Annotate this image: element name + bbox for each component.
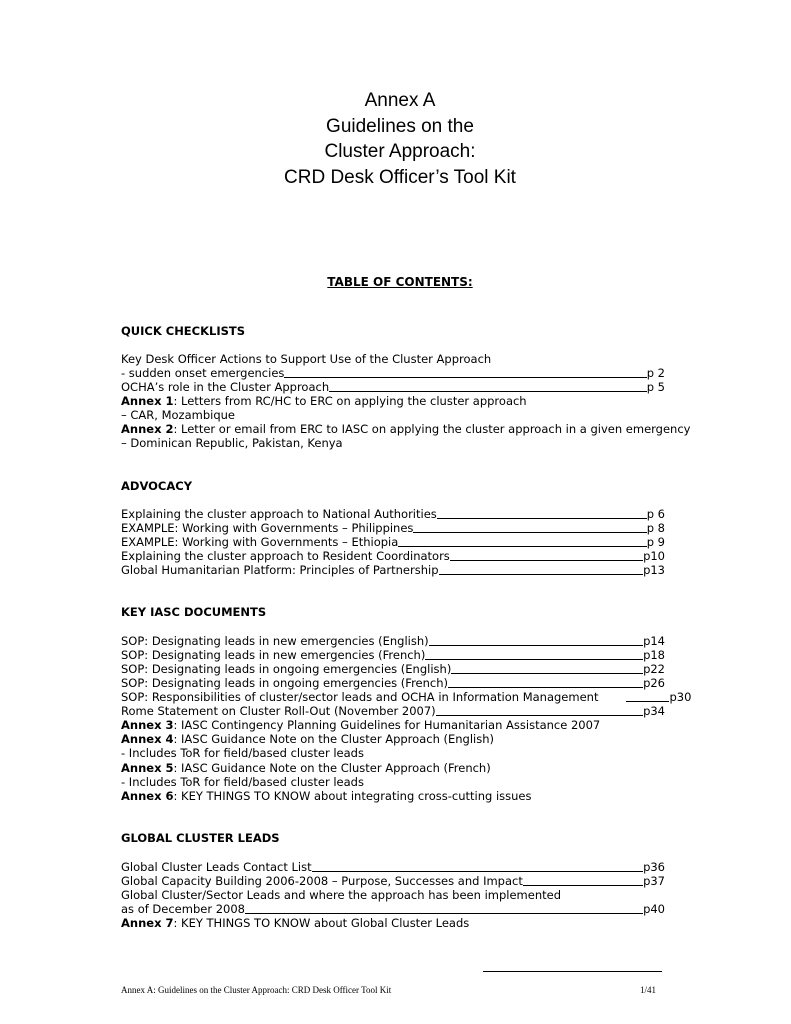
toc-entry-label: OCHA’s role in the Cluster Approach [121, 380, 330, 394]
toc-entry-page: p 6 [646, 507, 665, 521]
toc-entry-label: Rome Statement on Cluster Roll-Out (November 2007) [121, 704, 436, 718]
toc-text: Global Cluster/Sector Leads and where the approach has been implemented [121, 888, 561, 902]
leader-line [245, 912, 643, 914]
leader-line [429, 644, 643, 646]
annex-subtext: – Dominican Republic, Pakistan, Kenya [121, 436, 343, 450]
toc-entry-label: EXAMPLE: Working with Governments – Philippines [121, 521, 414, 535]
toc-entry[interactable] [121, 549, 665, 563]
leader-line [413, 531, 646, 533]
toc-entry-label: SOP: Designating leads in new emergencies (French) [121, 648, 426, 662]
leader-line [436, 714, 643, 716]
toc-entry-page: p30 [669, 690, 692, 704]
annex-entry[interactable] [121, 761, 665, 775]
annex-text: : IASC Guidance Note on the Cluster Approach (English) [173, 732, 495, 746]
annex-tag: Annex 5 [121, 761, 174, 775]
annex-tag: Annex 2 [121, 422, 174, 436]
toc-entry[interactable] [121, 366, 665, 380]
title-line-4: CRD Desk Officer’s Tool Kit [284, 166, 516, 188]
annex-text: : KEY THINGS TO KNOW about integrating cross-cutting issues [173, 789, 532, 803]
toc-entry[interactable] [121, 704, 665, 718]
toc-entry-page: p37 [643, 874, 665, 888]
toc-entry[interactable] [121, 634, 665, 648]
annex-text: : Letters from RC/HC to ERC on applying the cluster approach [173, 394, 527, 408]
toc-entry-page: p10 [643, 549, 665, 563]
annex-entry[interactable] [121, 422, 691, 436]
toc-entry-page: p40 [643, 902, 665, 916]
annex-tag: Annex 7 [121, 916, 174, 930]
toc-entry-page: p36 [643, 860, 665, 874]
annex-subtext: - Includes ToR for field/based cluster leads [121, 775, 364, 789]
toc-entry[interactable] [121, 521, 665, 535]
leader-line [329, 390, 647, 392]
toc-entry[interactable] [121, 874, 665, 888]
leader-line [398, 545, 646, 547]
toc-entry-label: Global Capacity Building 2006-2008 – Purpose, Successes and Impact [121, 874, 523, 888]
leader-line [284, 376, 646, 378]
document-title [0, 88, 791, 190]
toc-entry-page: p26 [643, 676, 665, 690]
leader-line [425, 658, 643, 660]
page-footer [121, 985, 656, 995]
toc-entry[interactable] [121, 662, 665, 676]
toc-entry-page: p22 [643, 662, 665, 676]
toc-entry-label: SOP: Designating leads in ongoing emergencies (French) [121, 676, 449, 690]
toc-entry-label: Explaining the cluster approach to National Authorities [121, 507, 437, 521]
toc-entry-page: p 2 [646, 366, 665, 380]
toc-entry[interactable] [121, 535, 665, 549]
page-number: 1/41 [639, 985, 656, 995]
footer-rule [483, 971, 662, 972]
toc-entry[interactable] [121, 563, 665, 577]
leader-line [312, 870, 643, 872]
toc-entry-page: p 8 [646, 521, 665, 535]
toc-entry[interactable] [121, 690, 692, 704]
toc-entry-page: p 5 [646, 380, 665, 394]
leader-line [450, 559, 643, 561]
toc-entry-page: p14 [643, 634, 665, 648]
toc-entry[interactable] [121, 860, 665, 874]
annex-subtext: - Includes ToR for field/based cluster leads [121, 746, 364, 760]
annex-tag: Annex 3 [121, 718, 174, 732]
toc-entry-label: - sudden onset emergencies [121, 366, 285, 380]
title-line-3: Cluster Approach: [324, 141, 476, 162]
toc-entry-page: p18 [643, 648, 665, 662]
annex-entry[interactable] [121, 732, 665, 746]
annex-entry[interactable] [121, 789, 665, 803]
toc-entry-label: SOP: Designating leads in new emergencies (English) [121, 634, 429, 648]
annex-tag: Annex 1 [121, 394, 174, 408]
toc-entry-label: Explaining the cluster approach to Resident Coordinators [121, 549, 450, 563]
leader-line [523, 884, 643, 886]
toc-entry[interactable] [121, 380, 665, 394]
leader-line [448, 686, 643, 688]
toc-entry[interactable] [121, 507, 665, 521]
toc-entry-label: EXAMPLE: Working with Governments – Ethiopia [121, 535, 399, 549]
annex-entry[interactable] [121, 394, 665, 408]
toc-entry-page: p34 [643, 704, 665, 718]
toc-entry[interactable] [121, 676, 665, 690]
toc-entry[interactable] [121, 902, 665, 916]
section-heading-key-iasc-documents: KEY IASC DOCUMENTS [121, 605, 267, 619]
annex-entry[interactable] [121, 916, 665, 930]
toc-entry-page: p13 [643, 563, 665, 577]
annex-text: : KEY THINGS TO KNOW about Global Cluster Leads [173, 916, 470, 930]
section-heading-global-cluster-leads: GLOBAL CLUSTER LEADS [121, 831, 280, 845]
leader-line [626, 700, 669, 702]
toc-entry-label: Global Cluster Leads Contact List [121, 860, 312, 874]
leader-line [437, 517, 647, 519]
annex-entry[interactable] [121, 718, 665, 732]
toc-entry-label: as of December 2008 [121, 902, 245, 916]
toc-entry-label: Global Humanitarian Platform: Principles of Partnership [121, 563, 439, 577]
annex-tag: Annex 6 [121, 789, 174, 803]
toc-text: Key Desk Officer Actions to Support Use of the Cluster Approach [121, 352, 492, 366]
title-line-1: Annex A [364, 90, 436, 111]
leader-line [439, 573, 644, 575]
section-heading-advocacy: ADVOCACY [121, 479, 193, 493]
footer-title: Annex A: Guidelines on the Cluster Approach: CRD Desk Officer Tool Kit [121, 985, 392, 995]
annex-text: : Letter or email from ERC to IASC on applying the cluster approach in a given emergency [173, 422, 691, 436]
annex-subtext: – CAR, Mozambique [121, 408, 236, 422]
toc-entry-label: SOP: Responsibilities of cluster/sector leads and OCHA in Information Management [121, 690, 599, 704]
annex-text: : IASC Contingency Planning Guidelines for Humanitarian Assistance 2007 [173, 718, 601, 732]
title-line-2: Guidelines on the [326, 115, 474, 137]
annex-text: : IASC Guidance Note on the Cluster Approach (French) [173, 761, 491, 775]
toc-heading: TABLE OF CONTENTS: [327, 275, 473, 289]
toc-entry-page: p 9 [646, 535, 665, 549]
annex-tag: Annex 4 [121, 732, 174, 746]
leader-line [451, 672, 643, 674]
toc-entry-label: SOP: Designating leads in ongoing emergencies (English) [121, 662, 452, 676]
section-heading-quick-checklists: QUICK CHECKLISTS [121, 324, 246, 338]
toc-entry[interactable] [121, 648, 665, 662]
